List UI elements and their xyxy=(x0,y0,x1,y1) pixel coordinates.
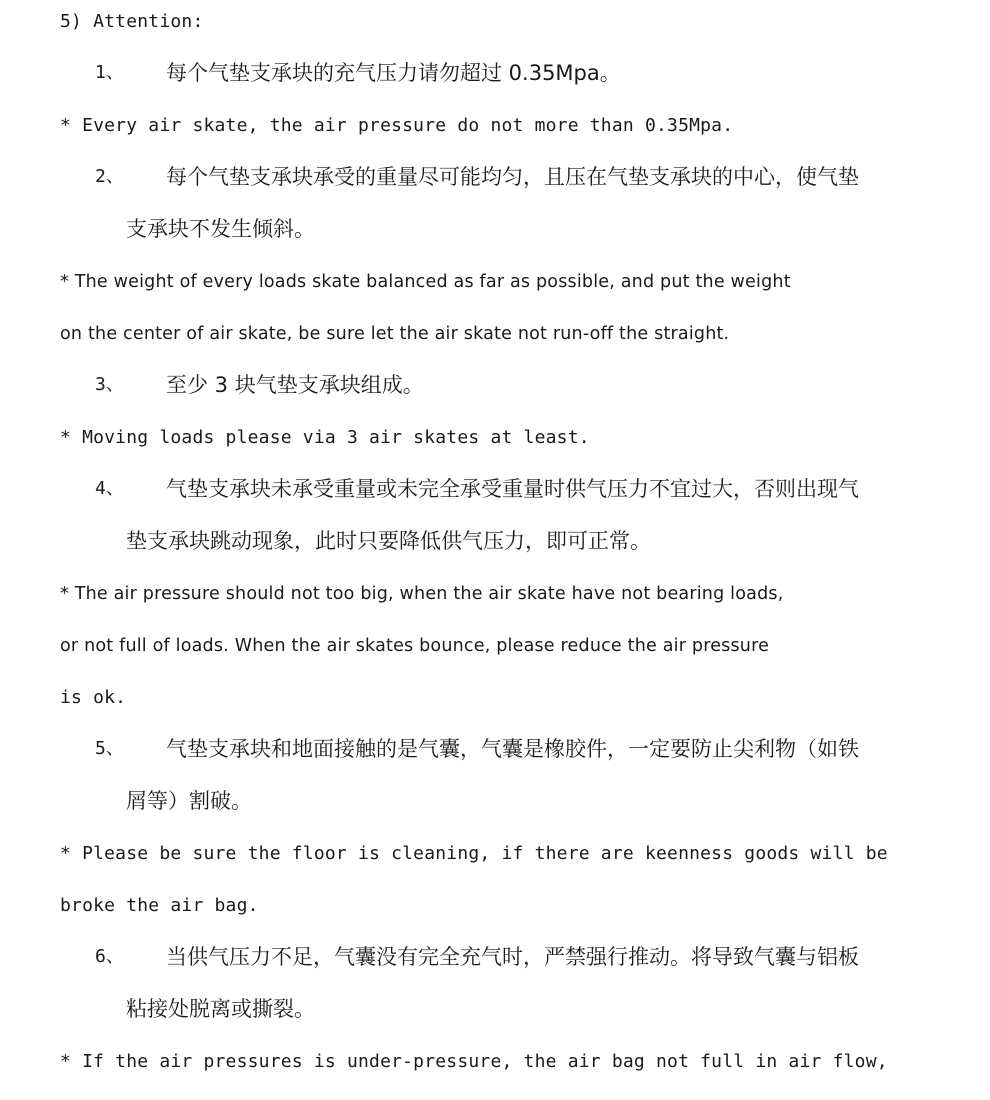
item-chinese-line: 至少 3 块气垫支承块组成。 xyxy=(166,373,424,397)
item-chinese-line: 每个气垫支承块的充气压力请勿超过 0.35Mpa。 xyxy=(166,61,621,85)
item-english-line: * Please be sure the floor is cleaning, if there are keenness goods will be xyxy=(60,843,888,864)
section-heading: 5) Attention: xyxy=(60,11,204,32)
item-chinese-line: 每个气垫支承块承受的重量尽可能均匀，且压在气垫支承块的中心，使气垫 xyxy=(166,165,859,189)
item-chinese-line: 当供气压力不足，气囊没有完全充气时，严禁强行推动。将导致气囊与铝板 xyxy=(166,945,859,969)
item-chinese-line: 气垫支承块未承受重量或未完全承受重量时供气压力不宜过大，否则出现气 xyxy=(166,477,859,501)
item-chinese-line: 粘接处脱离或撕裂。 xyxy=(126,997,315,1021)
item-english-line: * If the air pressures is under-pressure, the air bag not full in air flow, xyxy=(60,1051,888,1072)
item-english-line: on the center of air skate, be sure let the air skate not run-off the straight. xyxy=(60,324,730,344)
item-english-line: * Moving loads please via 3 air skates at least. xyxy=(60,427,590,448)
item-chinese-line: 垫支承块跳动现象，此时只要降低供气压力，即可正常。 xyxy=(126,529,651,553)
item-english-line: broke the air bag. xyxy=(60,895,259,916)
item-chinese-line: 支承块不发生倾斜。 xyxy=(126,217,315,241)
item-number: 4、 xyxy=(95,478,124,499)
item-english-line: or not full of loads. When the air skates bounce, please reduce the air pressure xyxy=(60,636,770,656)
item-chinese-line: 气垫支承块和地面接触的是气囊，气囊是橡胶件，一定要防止尖利物（如铁 xyxy=(166,737,859,761)
item-chinese-line: 屑等）割破。 xyxy=(126,789,252,813)
item-number: 5、 xyxy=(95,738,124,759)
item-english-line: * Every air skate, the air pressure do not more than 0.35Mpa. xyxy=(60,115,734,136)
item-number: 3、 xyxy=(95,374,124,395)
item-number: 6、 xyxy=(95,946,124,967)
item-number: 1、 xyxy=(95,62,124,83)
item-number: 2、 xyxy=(95,166,124,187)
item-english-line: * The weight of every loads skate balanced as far as possible, and put the weight xyxy=(60,272,791,292)
item-english-line: * The air pressure should not too big, when the air skate have not bearing loads, xyxy=(60,584,784,604)
item-english-line: is ok. xyxy=(60,687,127,708)
